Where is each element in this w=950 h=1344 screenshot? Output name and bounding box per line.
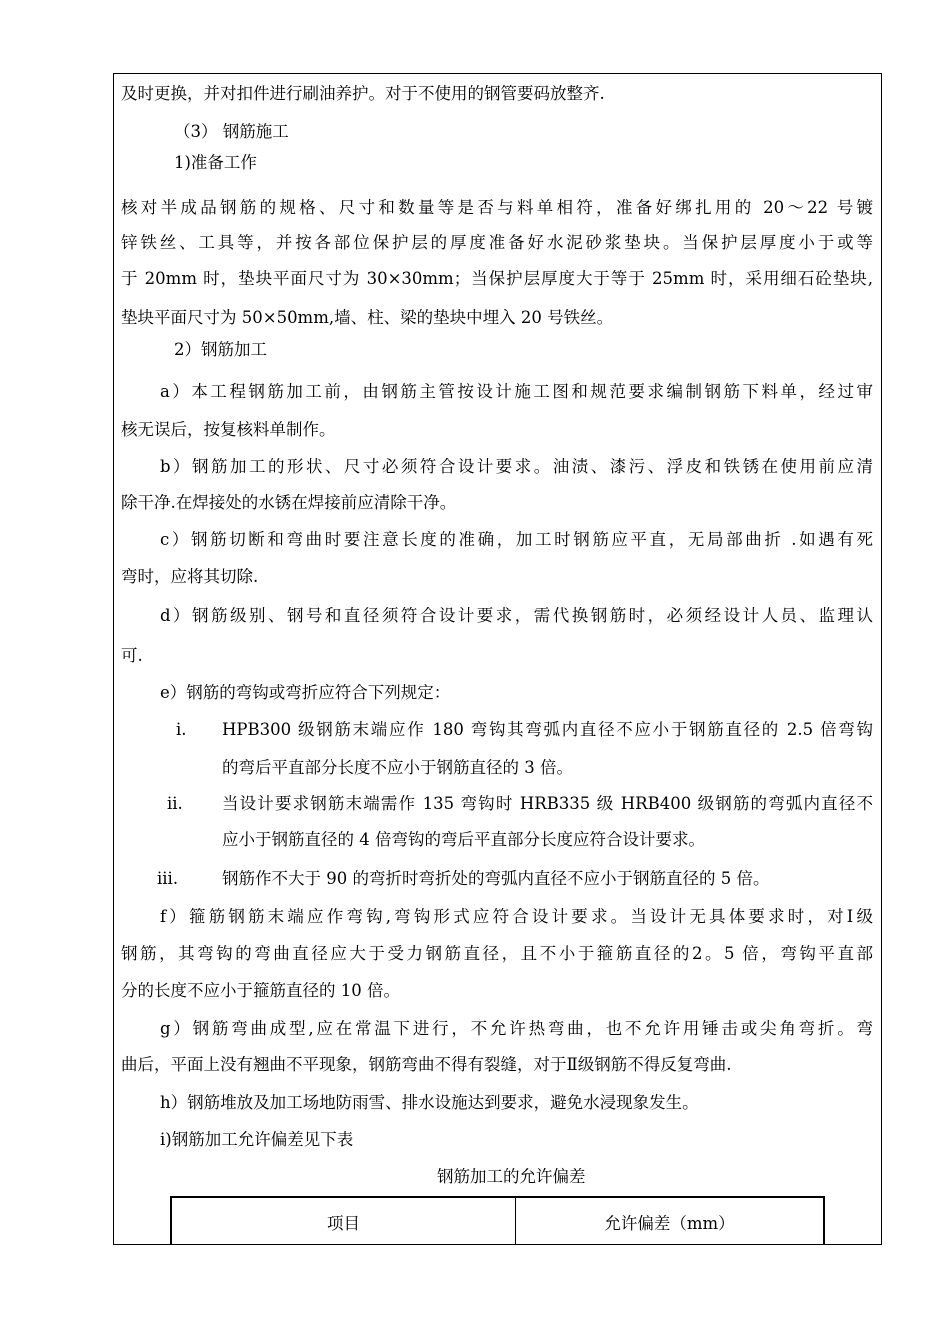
tolerance-table — [170, 1196, 825, 1245]
subsection-heading: 1)准备工作 — [174, 153, 257, 172]
text-line: 当设计要求钢筋末端需作 135 弯钩时 HRB335 级 HRB400 级钢筋的弯弧内直径不 — [222, 794, 873, 813]
text-line: 垫块平面尺寸为 50×50mm,墙、柱、梁的垫块中埋入 20 号铁丝。 — [121, 308, 614, 327]
section-heading: （3） 钢筋施工 — [174, 122, 289, 141]
text-line: h）钢筋堆放及加工场地防雨雪、排水设施达到要求，避免水浸现象发生。 — [160, 1093, 699, 1112]
text-line: 应小于钢筋直径的 4 倍弯钩的弯后平直部分长度应符合设计要求。 — [222, 830, 705, 849]
text-line: e）钢筋的弯钩或弯折应符合下列规定： — [160, 683, 451, 702]
text-line: i)钢筋加工允许偏差见下表 — [160, 1130, 354, 1149]
text-line: f）箍筋钢筋末端应作弯钩,弯钩形式应符合设计要求。当设计无具体要求时，对Ⅰ级 — [160, 907, 873, 926]
text-line: 核无误后，按复核料单制作。 — [121, 420, 336, 439]
text-line: 锌铁丝、工具等，并按各部位保护层的厚度准备好水泥砂浆垫块。当保护层厚度小于或等 — [121, 233, 873, 252]
text-line: 分的长度不应小于箍筋直径的 10 倍。 — [121, 981, 400, 1000]
table-header-item: 项目 — [172, 1198, 516, 1245]
text-line: 可. — [121, 646, 143, 665]
text-line: a）本工程钢筋加工前，由钢筋主管按设计施工图和规范要求编制钢筋下料单，经过审 — [160, 382, 873, 401]
list-marker: ii. — [167, 794, 183, 813]
table-header-tolerance: 允许偏差（mm） — [604, 1213, 735, 1233]
text-line: d）钢筋级别、钢号和直径须符合设计要求，需代换钢筋时，必须经设计人员、监理认 — [160, 606, 873, 625]
text-line: 及时更换，并对扣件进行刷油养护。对于不使用的钢管要码放整齐. — [121, 84, 605, 103]
text-line: 钢筋作不大于 90 的弯折时弯折处的弯弧内直径不应小于钢筋直径的 5 倍。 — [222, 869, 770, 888]
text-line: 的弯后平直部分长度不应小于钢筋直径的 3 倍。 — [222, 758, 573, 777]
text-line: b）钢筋加工的形状、尺寸必须符合设计要求。油渍、漆污、浮皮和铁锈在使用前应清 — [160, 457, 873, 476]
text-line: 核对半成品钢筋的规格、尺寸和数量等是否与料单相符，准备好绑扎用的 20～22 号镀 — [121, 198, 873, 217]
list-marker: iii. — [157, 869, 179, 888]
list-marker: i. — [176, 720, 187, 739]
text-line: c）钢筋切断和弯曲时要注意长度的准确，加工时钢筋应平直，无局部曲折 .如遇有死 — [160, 530, 873, 549]
text-line: 钢筋，其弯钩的弯曲直径应大于受力钢筋直径，且不小于箍筋直径的2。5 倍，弯钩平直部 — [121, 944, 873, 963]
text-line: HPB300 级钢筋末端应作 180 弯钩其弯弧内直径不应小于钢筋直径的 2.5 倍弯钩 — [222, 720, 873, 739]
text-line: 于 20mm 时，垫块平面尺寸为 30×30mm；当保护层厚度大于等于 25mm 时，采用细石砼垫块, — [121, 269, 873, 288]
text-line: 除干净.在焊接处的水锈在焊接前应清除干净。 — [121, 493, 457, 512]
table-caption: 钢筋加工的允许偏差 — [437, 1167, 586, 1186]
text-line: 曲后，平面上没有翘曲不平现象，钢筋弯曲不得有裂缝，对于Ⅱ级钢筋不得反复弯曲. — [121, 1055, 732, 1074]
text-line: 弯时，应将其切除. — [121, 567, 259, 586]
subsection-heading: 2）钢筋加工 — [174, 340, 267, 359]
text-line: g）钢筋弯曲成型,应在常温下进行，不允许热弯曲，也不允许用锤击或尖角弯折。弯 — [160, 1019, 873, 1038]
